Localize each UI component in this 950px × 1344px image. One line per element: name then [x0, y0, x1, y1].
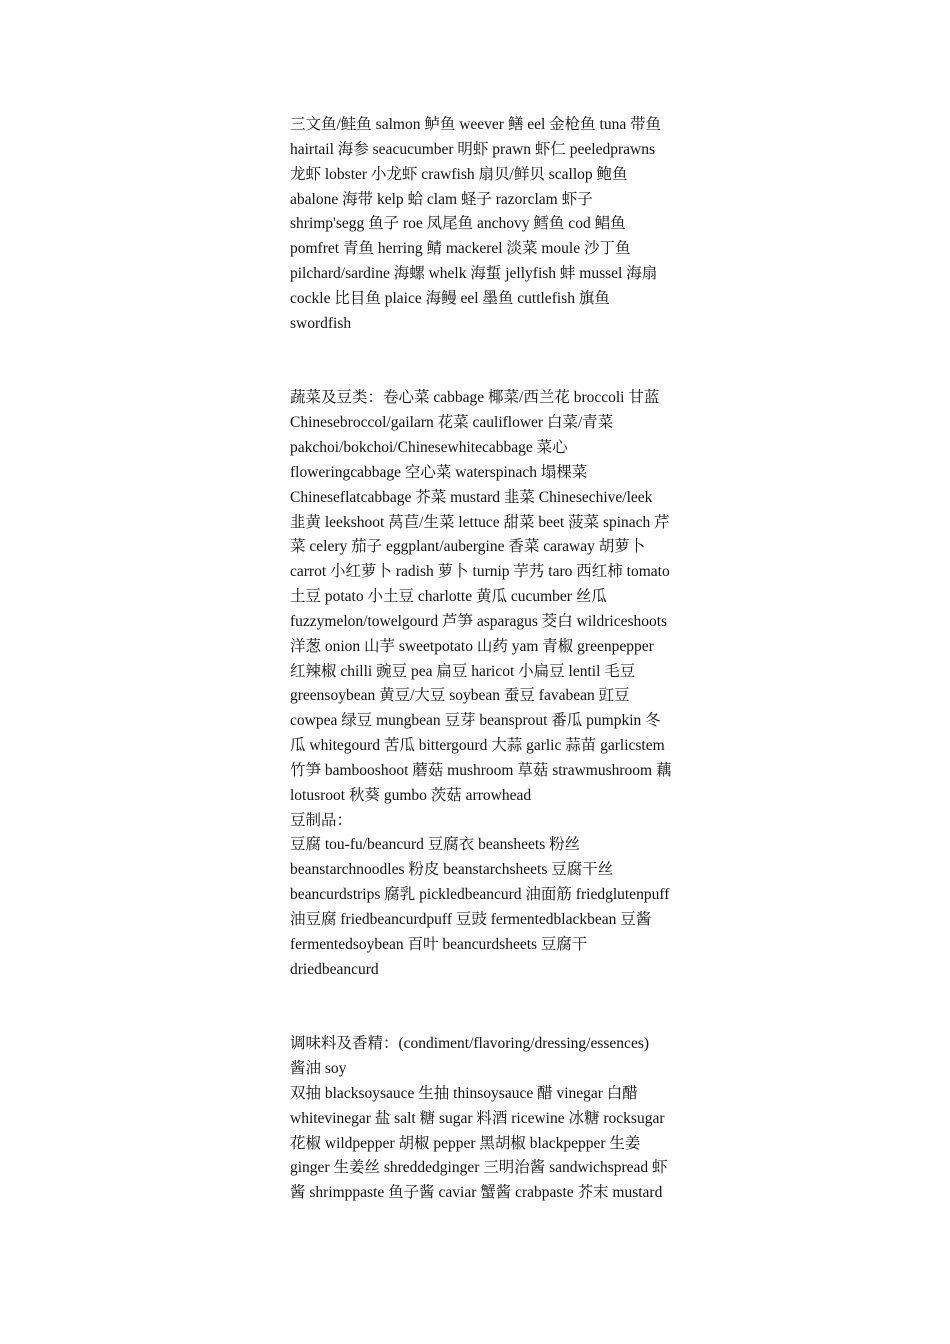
seafood-paragraph: 三文鱼/鲑鱼 salmon 鲈鱼 weever 鳝 eel 金枪鱼 tuna 带鱼 hairtail 海参 seacucumber 明虾 prawn 虾仁 peeledprawns 龙虾 lobster 小龙虾 crawfish 扇贝/鲜贝 scallop 鲍鱼 abalone 海带 kelp 蛤 clam 蛏子 razorclam 虾子 shrimp'segg 鱼子 roe 凤尾鱼 anchovy 鳕鱼 cod 鲳鱼 pomfret 青鱼 herring 鲭 mackerel 淡菜 moule 沙丁鱼 pilchard/sardine 海螺 whelk 海蜇 jellyfish 蚌 mussel 海扇 cockle 比目鱼 plaice 海鳗 eel 墨鱼 cuttlefish 旗鱼 swordfish	[290, 116, 662, 332]
document-page	[290, 113, 690, 1206]
section-gap	[290, 337, 690, 387]
condiments-paragraph: 调味料及香精：(condiment/flavoring/dressing/essences) 酱油 soy 双抽 blacksoysauce 生抽 thinsoysauce 醋 vinegar 白醋 whitevinegar 盐 salt 糖 sugar 料酒 ricewine 冰糖 rocksugar 花椒 wildpepper 胡椒 pepper 黑胡椒 blackpepper 生姜 ginger 生姜丝 shreddedginger 三明治酱 sandwichspread 虾 酱 shrimppaste 鱼子酱 caviar 蟹酱 crabpaste 芥末 mustard	[290, 1035, 668, 1202]
vegetables-paragraph: 蔬菜及豆类：卷心菜 cabbage 椰菜/西兰花 broccoli 甘蓝 Chinesebroccol/gailarn 花菜 cauliflower 白菜/青菜 pakchoi/bokchoi/Chinesewhitecabbage 菜心 floweringcabbage 空心菜 waterspinach 塌棵菜 Chineseflatcabbage 芥菜 mustard 韭菜 Chinesechive/leek 韭黄 leekshoot 莴苣/生菜 lettuce 甜菜 beet 菠菜 spinach 芹 菜 celery 茄子 eggplant/aubergine 香菜 caraway 胡萝卜 carrot 小红萝卜 radish 萝卜 turnip 芋艿 taro 西红柿 tomato 土豆 potato 小土豆 charlotte 黄瓜 cucumber 丝瓜 fuzzymelon/towelgourd 芦笋 asparagus 茭白 wildriceshoots 洋葱 onion 山芋 sweetpotato 山药 yam 青椒 greenpepper 红辣椒 chilli 豌豆 pea 扁豆 haricot 小扁豆 lentil 毛豆 greensoybean 黄豆/大豆 soybean 蚕豆 favabean 豇豆 cowpea 绿豆 mungbean 豆芽 beansprout 番瓜 pumpkin 冬 瓜 whitegourd 苦瓜 bittergourd 大蒜 garlic 蒜苗 garlicstem 竹笋 bambooshoot 蘑菇 mushroom 草菇 strawmushroom 藕 lotusroot 秋葵 gumbo 茨菇 arrowhead 豆制品： 豆腐 tou-fu/beancurd 豆腐衣 beansheets 粉丝 beanstarchnoodles 粉皮 beanstarchsheets 豆腐干丝 beancurdstrips 腐乳 pickledbeancurd 油面筋 friedglutenpuff 油豆腐 friedbeancurdpuff 豆豉 fermentedblackbean 豆酱 fermentedsoybean 百叶 beancurdsheets 豆腐干 driedbeancurd	[290, 389, 672, 978]
section-gap	[290, 983, 690, 1033]
